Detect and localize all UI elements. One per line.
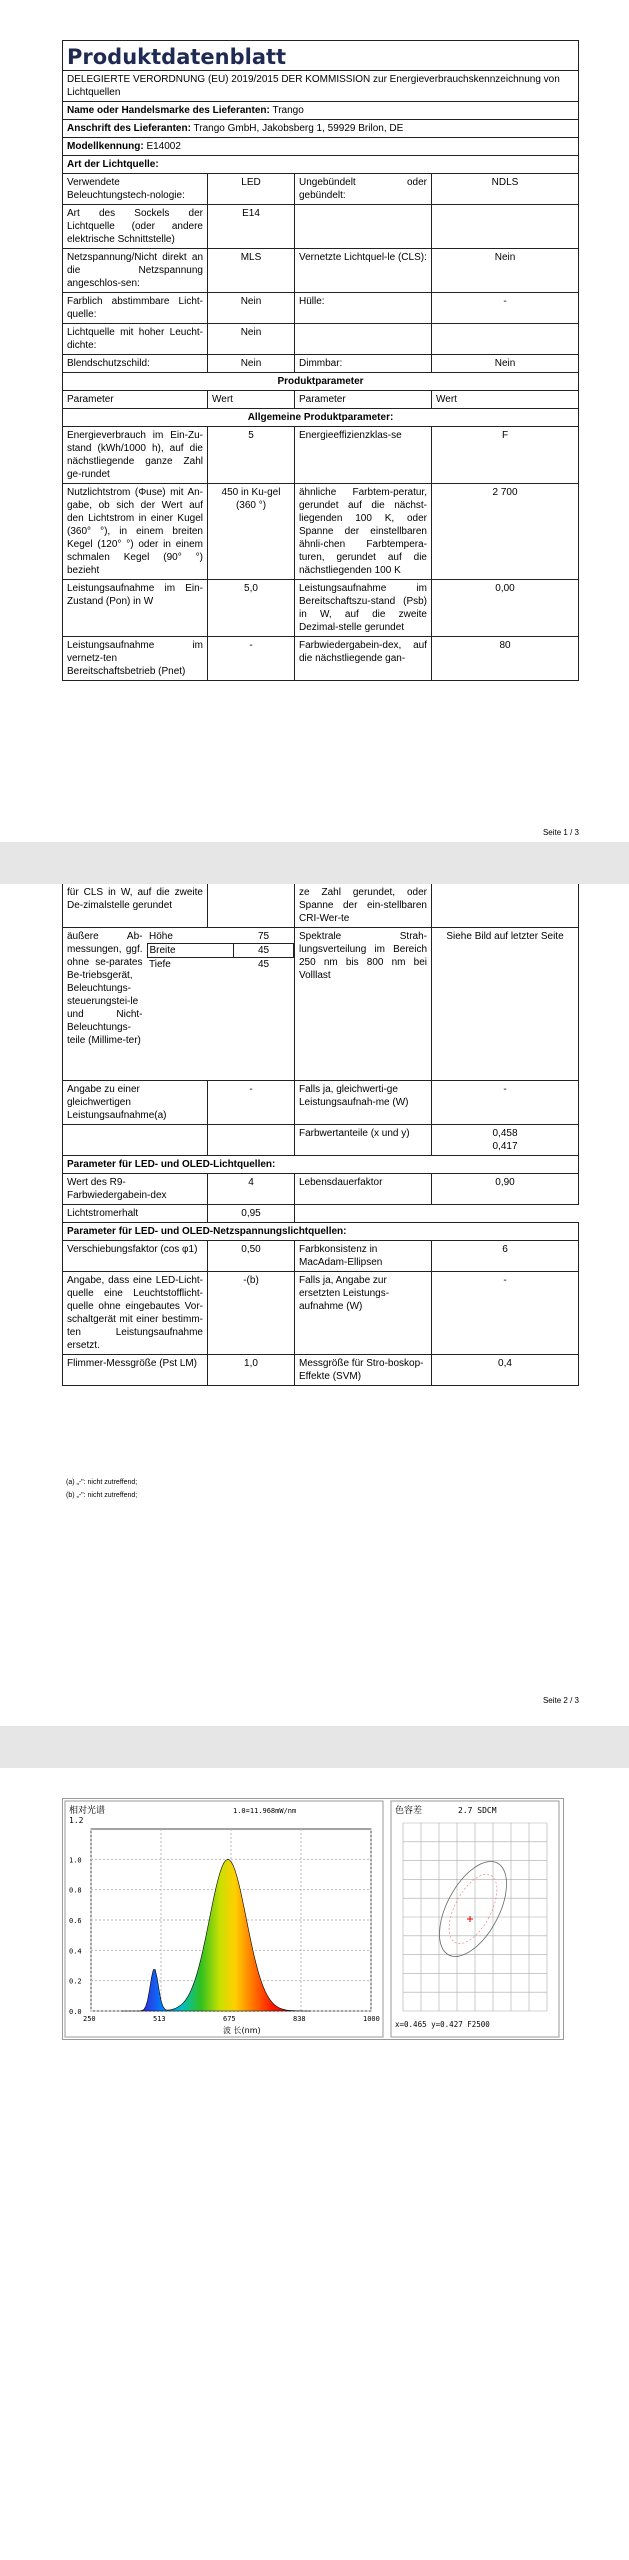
col-header-param-2: Parameter [295,391,432,409]
flicker-label: Flimmer-Messgröße (Pst LM) [63,1355,208,1386]
dimensions-layout [67,930,294,1078]
dim-width-label: Breite [147,944,234,958]
replace-label-2: Falls ja, Angabe zur ersetzten Leistungs-aufnahme (W) [295,1272,432,1355]
light-source-label-2 [295,205,432,249]
general-param-row [63,427,579,484]
product-params-header: Produktparameter [63,373,579,391]
maintenance-empty-2 [432,1205,579,1223]
regulation-text: DELEGIERTE VERORDNUNG (EU) 2019/2015 DER KOMMISSION zur Energieverbrauchskennzeichnung von Lichtquellen [63,71,579,102]
general-param-value-2: 2 700 [432,484,579,580]
lifetime-label: Lebensdauerfaktor [295,1174,432,1205]
chroma-empty-1 [63,1125,208,1156]
r9-label: Wert des R9-Farbwiedergabein-dex [63,1174,208,1205]
model-row [63,138,579,156]
light-source-value-1: E14 [208,205,295,249]
light-source-value-2 [432,324,579,355]
light-source-value-1: LED [208,174,295,205]
footnote-a: (a) „-": nicht zutreffend; [66,1479,138,1486]
light-source-label-1: Blendschutzschild: [63,355,208,373]
light-source-row [63,249,579,293]
supplier-name-label: Name oder Handelsmarke des Lieferanten: [67,105,270,116]
light-source-label-1: Farblich abstimmbare Licht-quelle: [63,293,208,324]
equiv-value-2: - [432,1081,579,1125]
light-source-type-header: Art der Lichtquelle: [63,156,579,174]
col-header-value-1: Wert [208,391,295,409]
general-param-label-2: ähnliche Farbtem-peratur, gerundet auf die nächst-liegenden 100 K, oder Spanne der einstellbaren ähnli-chen Farbtempera-turen, gerundet auf die nächstliegenden 100 K [295,484,432,580]
general-param-value-2: F [432,427,579,484]
equiv-label: Angabe zu einer gleichwertigen Leistungsaufnahme(a) [63,1081,208,1125]
spectrum-ytick-label: 1.0 [69,1856,82,1865]
spectral-value: Siehe Bild auf letzter Seite [432,928,579,1081]
light-source-label-2: Hülle: [295,293,432,324]
supplier-address-row [63,120,579,138]
mains-params-header: Parameter für LED- und OLED-Netzspannungslichtquellen: [63,1223,579,1241]
chroma-x-value: 0,458 [492,1128,518,1139]
light-source-row [63,355,579,373]
page-title: Produktdatenblatt [63,41,579,71]
figure-svg [63,1799,563,2039]
general-param-value-1: 450 in Ku-gel (360 °) [208,484,295,580]
dim-height-value: 75 [257,931,270,942]
continued-left-value [208,884,295,928]
general-param-value-1: 5,0 [208,580,295,637]
cos-value: 0,50 [208,1241,295,1272]
light-source-row [63,205,579,249]
chroma-values [432,1125,579,1156]
spectrum-xlabel: 波 长(nm) [223,2026,261,2035]
equiv-value: - [208,1081,295,1125]
dim-depth-label: Tiefe [149,959,171,970]
spectrum-ytick-label: 0.4 [69,1947,82,1956]
spectrum-ytick-label: 0.8 [69,1886,82,1895]
datasheet-table-page-2 [62,884,579,1386]
chroma-empty-2 [208,1125,295,1156]
general-param-label-1: Nutzlichtstrom (Φuse) mit An-gabe, ob sich der Wert auf den Lichtstrom in einer Kugel (360° °), in einem breiten Kegel (120° °) oder in einem schmalen Kegel (90° °) bezieht [63,484,208,580]
chroma-sdcm: 2.7 SDCM [458,1806,497,1815]
general-param-label-1: Leistungsaufnahme im Ein-Zustand (Pon) in W [63,580,208,637]
col-header-value-2: Wert [432,391,579,409]
flicker-value: 1,0 [208,1355,295,1386]
spectrum-xtick-label: 513 [153,2015,166,2023]
lifetime-value: 0,90 [432,1174,579,1205]
maintenance-empty-1 [295,1205,432,1223]
model-label: Modellkennung: [67,141,144,152]
light-source-value-2: Nein [432,249,579,293]
chroma-readout: x=0.465 y=0.427 F2500 [395,2020,490,2029]
spectrum-ytick-label: 0.2 [69,1977,82,1986]
replace-label: Angabe, dass eine LED-Licht-quelle eine Leuchtstofflicht-quelle ohne eingebautes Vor-schaltgerät mit einer bestimm-ten Leistungsaufnahme ersetzt. [63,1272,208,1355]
equiv-label-2: Falls ja, gleichwerti-ge Leistungsaufnah-me (W) [295,1081,432,1125]
datasheet-table-page-1 [62,40,579,681]
light-source-value-2: Nein [432,355,579,373]
light-source-label-1: Lichtquelle mit hoher Leucht-dichte: [63,324,208,355]
cos-label: Verschiebungsfaktor (cos φ1) [63,1241,208,1272]
continued-right-text: ze Zahl gerundet, oder Spanne der ein-stellbaren CRI-Wer-te [295,884,432,928]
led-params-header: Parameter für LED- und OLED-Lichtquellen: [63,1156,579,1174]
light-source-label-1: Verwendete Beleuchtungstech-nologie: [63,174,208,205]
strobo-value: 0,4 [432,1355,579,1386]
light-source-row [63,324,579,355]
dimensions-label: äußere Ab-messungen, ggf. ohne se-parates Be-triebsgerät, Beleuchtungs-steuerungstei-le und Nicht-Beleuchtungs-teile (Millime-ter) [67,931,143,1046]
strobo-label: Messgröße für Stro-boskop-Effekte (SVM) [295,1355,432,1386]
light-source-value-1: Nein [208,324,295,355]
continued-left-text: für CLS in W, auf die zweite De-zimalstelle gerundet [63,884,208,928]
dim-height-label: Höhe [149,931,173,942]
replace-value: -(b) [208,1272,295,1355]
spectrum-xtick-label: 675 [223,2015,236,2023]
spectrum-ymax: 1.2 [69,1816,84,1825]
macadam-value: 6 [432,1241,579,1272]
dimensions-cell [63,928,295,1081]
chroma-title: 色容差 [395,1806,423,1816]
light-source-row [63,293,579,324]
continued-right-value [432,884,579,928]
general-param-value-2: 0,00 [432,580,579,637]
macadam-label: Farbkonsistenz in MacAdam-Ellipsen [295,1241,432,1272]
general-param-label-2: Farbwiedergabein-dex, auf die nächstliegende gan- [295,637,432,681]
general-param-label-1: Leistungsaufnahme im vernetz-ten Bereitschaftsbetrieb (Pnet) [63,637,208,681]
chroma-y-value: 0,417 [492,1141,518,1152]
general-param-value-1: - [208,637,295,681]
light-source-value-1: MLS [208,249,295,293]
model-value: E14002 [146,141,181,152]
footnotes [66,1476,137,1502]
light-source-label-1: Netzspannung/Nicht direkt an die Netzspannung angeschlos-sen: [63,249,208,293]
dim-width-value: 45 [234,944,294,958]
maintenance-value: 0,95 [208,1205,295,1223]
spectrum-xtick-label: 1000 [363,2015,380,2023]
general-param-row [63,580,579,637]
general-param-value-1: 5 [208,427,295,484]
general-param-label-2: Energieeffizienzklas-se [295,427,432,484]
col-header-param-1: Parameter [63,391,208,409]
general-param-row [63,484,579,580]
light-source-row [63,174,579,205]
light-source-label-2 [295,324,432,355]
dim-depth-value: 45 [257,959,270,970]
supplier-name-value: Trango [272,105,304,116]
light-source-value-2: - [432,293,579,324]
light-source-label-1: Art des Sockels der Lichtquelle (oder andere elektrische Schnittstelle) [63,205,208,249]
maintenance-label: Lichtstromerhalt [63,1205,208,1223]
light-source-value-1: Nein [208,293,295,324]
chroma-label: Farbwertanteile (x und y) [295,1125,432,1156]
supplier-address-label: Anschrift des Lieferanten: [67,123,191,134]
light-source-label-2: Ungebündelt oder gebündelt: [295,174,432,205]
page-3 [0,1768,629,2560]
r9-value: 4 [208,1174,295,1205]
general-params-header: Allgemeine Produktparameter: [63,409,579,427]
supplier-name-row [63,102,579,120]
spectrum-ytick-label: 0.0 [69,2008,82,2016]
light-source-label-2: Vernetzte Lichtquel-le (CLS): [295,249,432,293]
spectrum-annotation: 1.0=11.968mW/nm [233,1807,297,1815]
page-number: Seite 2 / 3 [542,1696,579,1705]
light-source-value-2 [432,205,579,249]
page-2 [0,884,629,1726]
supplier-address-value: Trango GmbH, Jakobsberg 1, 59929 Brilon, DE [193,123,404,134]
general-param-value-2: 80 [432,637,579,681]
page-1 [0,0,629,842]
general-param-row [63,637,579,681]
general-param-label-2: Leistungsaufnahme im Bereitschaftszu-stand (Psb) in W, auf die zweite Dezimal-stelle gerundet [295,580,432,637]
footnote-b: (b) „-": nicht zutreffend; [66,1492,138,1499]
spectrum-xtick-label: 838 [293,2015,306,2023]
spectrum-ytick-label: 0.6 [69,1917,82,1925]
spectrum-ylabel: 相对光谱 [69,1806,106,1816]
general-param-label-1: Energieverbrauch im Ein-Zu-stand (kWh/1000 h), auf die nächstliegende ganze Zahl ge-rundet [63,427,208,484]
light-source-label-2: Dimmbar: [295,355,432,373]
page-number: Seite 1 / 3 [542,828,579,837]
spectral-label: Spektrale Strah-lungsverteilung im Bereich 250 nm bis 800 nm bei Volllast [295,928,432,1081]
light-source-value-2: NDLS [432,174,579,205]
replace-value-2: - [432,1272,579,1355]
spectrum-xtick-label: 250 [83,2015,96,2023]
measurement-figure [62,1798,564,2040]
light-source-value-1: Nein [208,355,295,373]
